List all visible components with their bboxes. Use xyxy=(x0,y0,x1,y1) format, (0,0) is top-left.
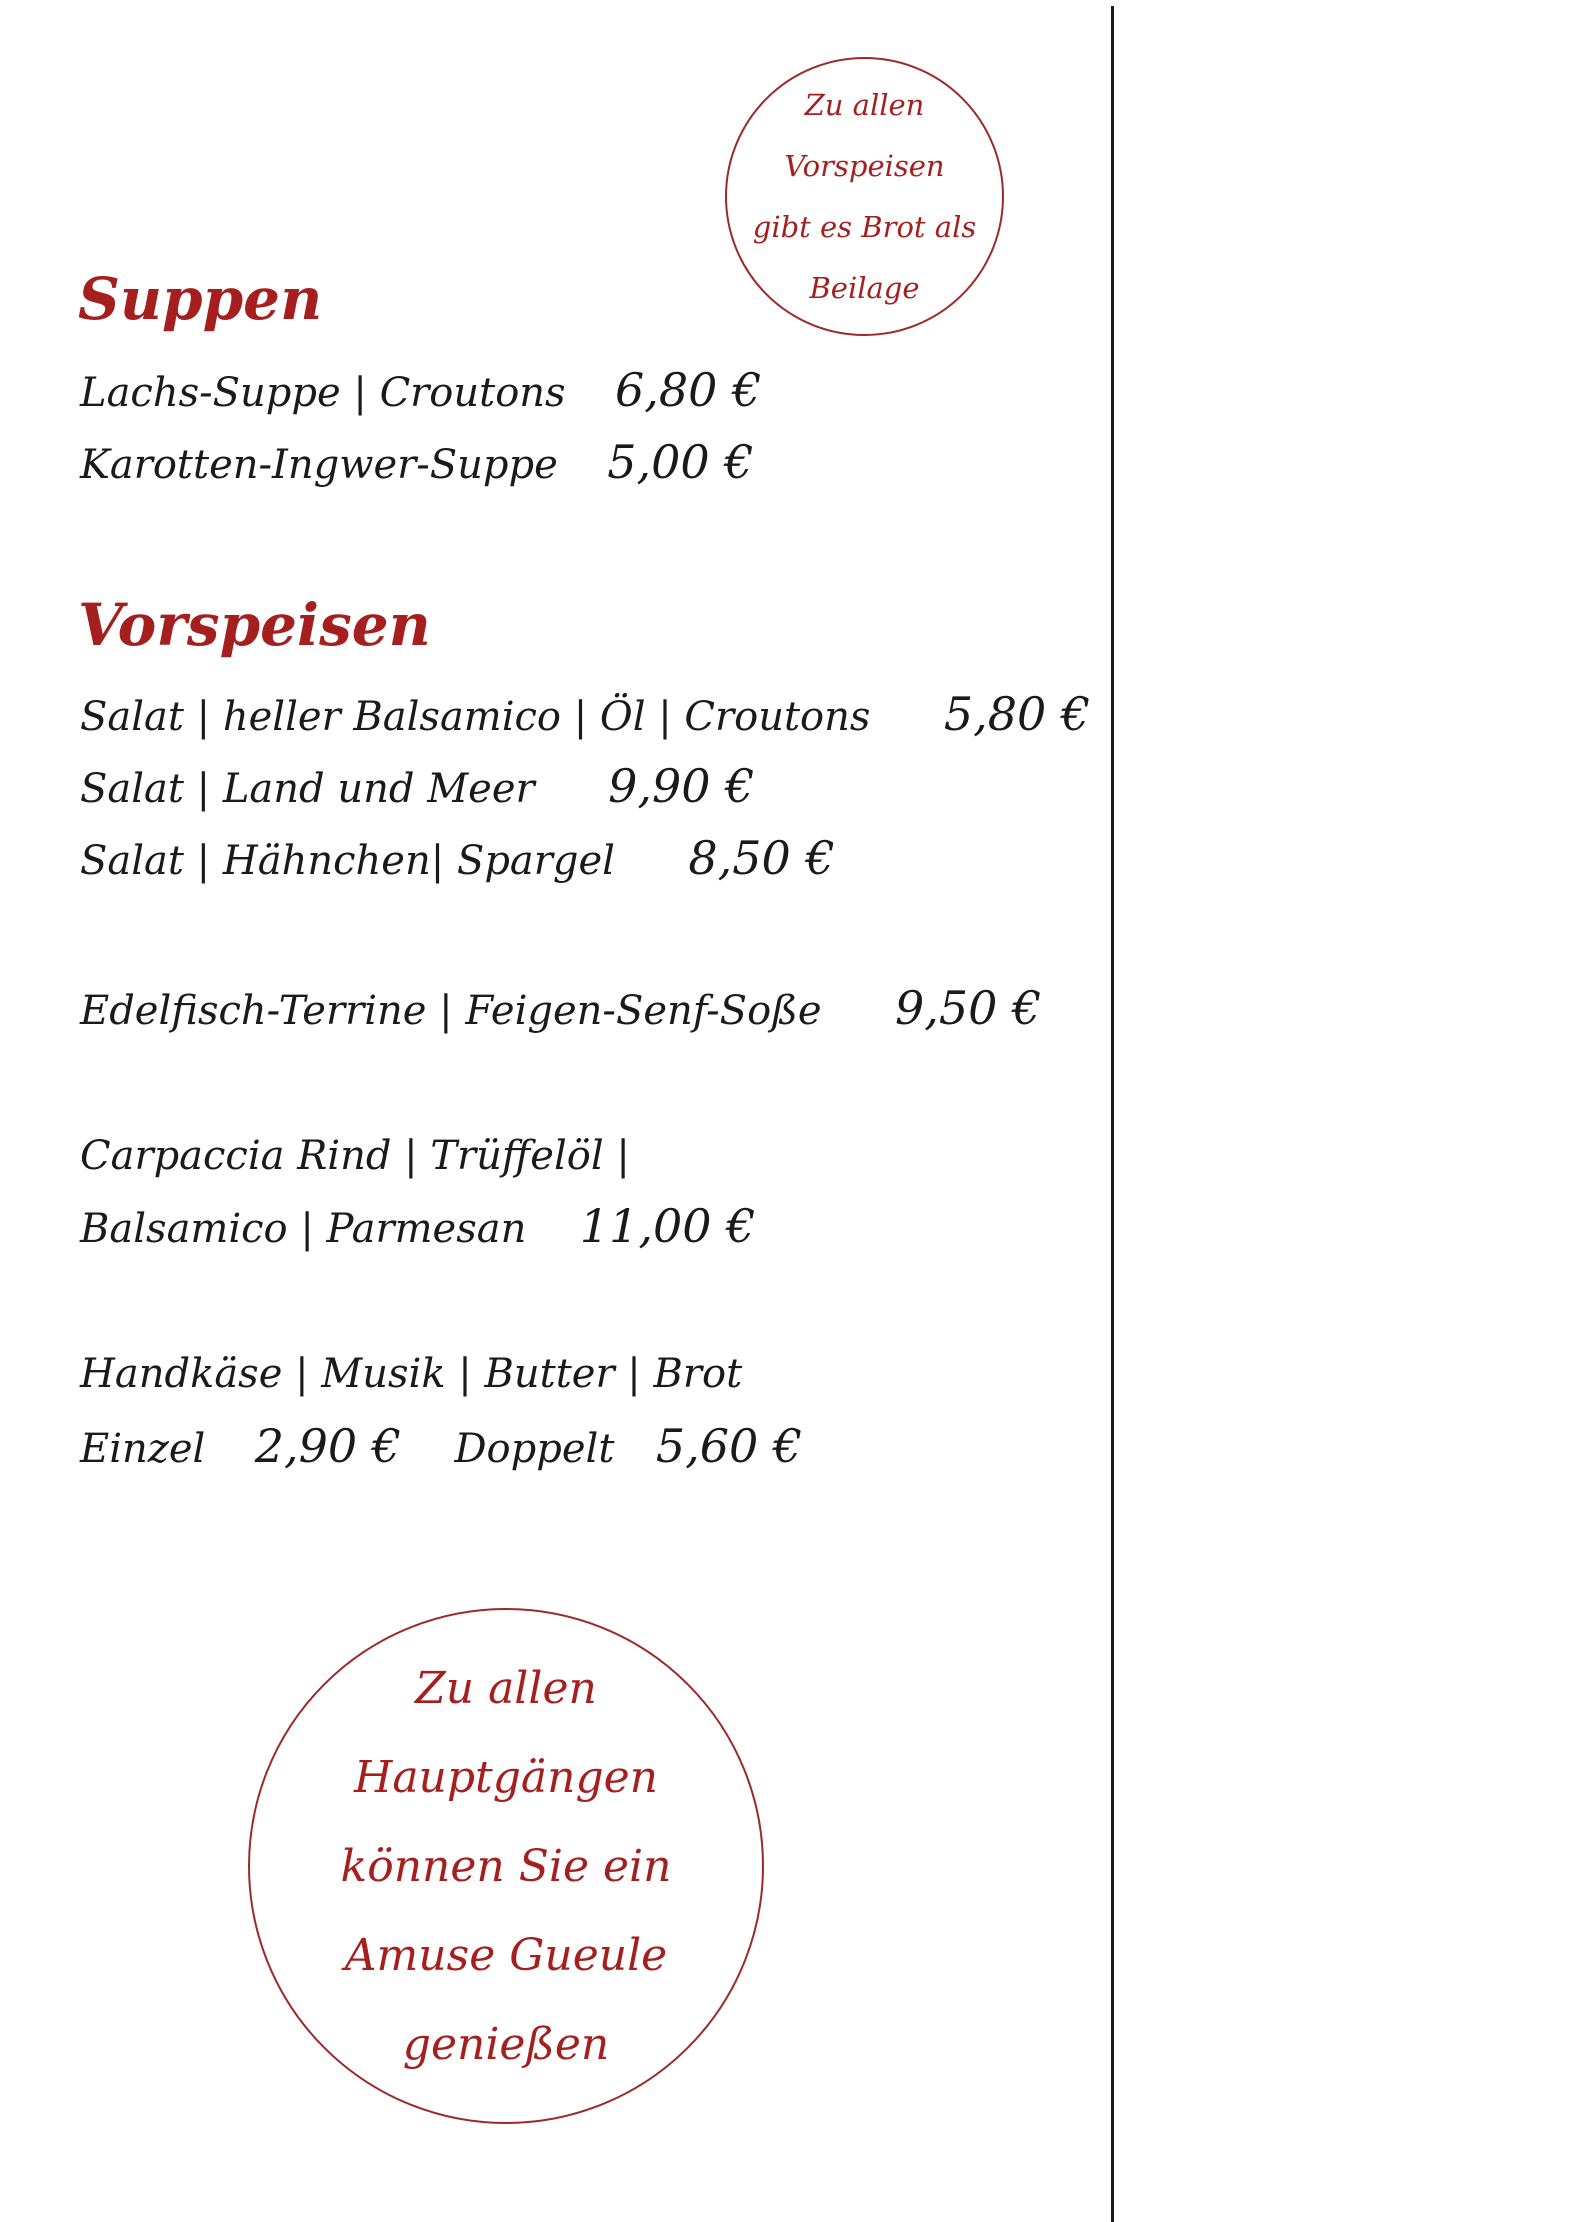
menu-item-salmon-soup xyxy=(80,362,761,421)
menu-item-salad-balsamico xyxy=(80,686,1090,745)
bread-note-line: Vorspeisen xyxy=(784,148,945,183)
vertical-divider xyxy=(1111,6,1114,2222)
double-label: Doppelt xyxy=(454,1426,615,1472)
item-text: Karotten-Ingwer-Suppe xyxy=(80,442,558,488)
single-label: Einzel xyxy=(80,1426,206,1472)
item-text: Balsamico | Parmesan xyxy=(80,1206,527,1252)
menu-item-handkaese-prices xyxy=(80,1418,802,1477)
item-text: Handkäse | Musik | Butter | Brot xyxy=(80,1351,743,1397)
menu-item-salad-chicken xyxy=(80,830,835,889)
bread-note-line: Zu allen xyxy=(804,87,925,122)
menu-item-salad-land-sea xyxy=(80,758,754,817)
item-price: 6,80 € xyxy=(615,363,762,417)
amuse-note-line: können Sie ein xyxy=(340,1840,672,1892)
item-price: 5,00 € xyxy=(607,435,754,489)
item-text: Salat | Land und Meer xyxy=(80,766,535,812)
bread-note-line: Beilage xyxy=(809,270,920,305)
item-text: Lachs-Suppe | Croutons xyxy=(80,370,566,416)
starters-heading: Vorspeisen xyxy=(78,591,431,659)
bread-note-circle xyxy=(725,57,1004,336)
menu-item-carrot-ginger-soup xyxy=(80,434,754,493)
amuse-gueule-note-circle xyxy=(248,1608,764,2124)
single-price: 2,90 € xyxy=(254,1419,402,1473)
item-price: 9,50 € xyxy=(894,981,1042,1035)
soups-heading: Suppen xyxy=(78,265,323,333)
item-price: 8,50 € xyxy=(688,831,835,885)
amuse-note-line: Amuse Gueule xyxy=(344,1929,668,1981)
double-price: 5,60 € xyxy=(655,1419,803,1473)
amuse-note-line: Zu allen xyxy=(415,1662,597,1714)
amuse-note-line: Hauptgängen xyxy=(353,1751,659,1803)
bread-note-line: gibt es Brot als xyxy=(752,209,977,244)
menu-item-handkaese-line1 xyxy=(80,1346,742,1402)
menu-item-fish-terrine xyxy=(80,980,1041,1039)
menu-item-carpaccio-line2 xyxy=(80,1198,755,1257)
item-price: 9,90 € xyxy=(608,759,755,813)
amuse-note-line: genießen xyxy=(402,2018,610,2070)
item-text: Edelfisch-Terrine | Feigen-Senf-Soße xyxy=(80,988,822,1034)
item-text: Salat | Hähnchen| Spargel xyxy=(80,838,615,884)
menu-item-carpaccio-line1 xyxy=(80,1128,630,1184)
item-text: Salat | heller Balsamico | Öl | Croutons xyxy=(80,694,871,740)
item-price: 5,80 € xyxy=(943,687,1091,741)
item-text: Carpaccia Rind | Trüffelöl | xyxy=(80,1133,630,1179)
item-price: 11,00 € xyxy=(579,1199,756,1253)
